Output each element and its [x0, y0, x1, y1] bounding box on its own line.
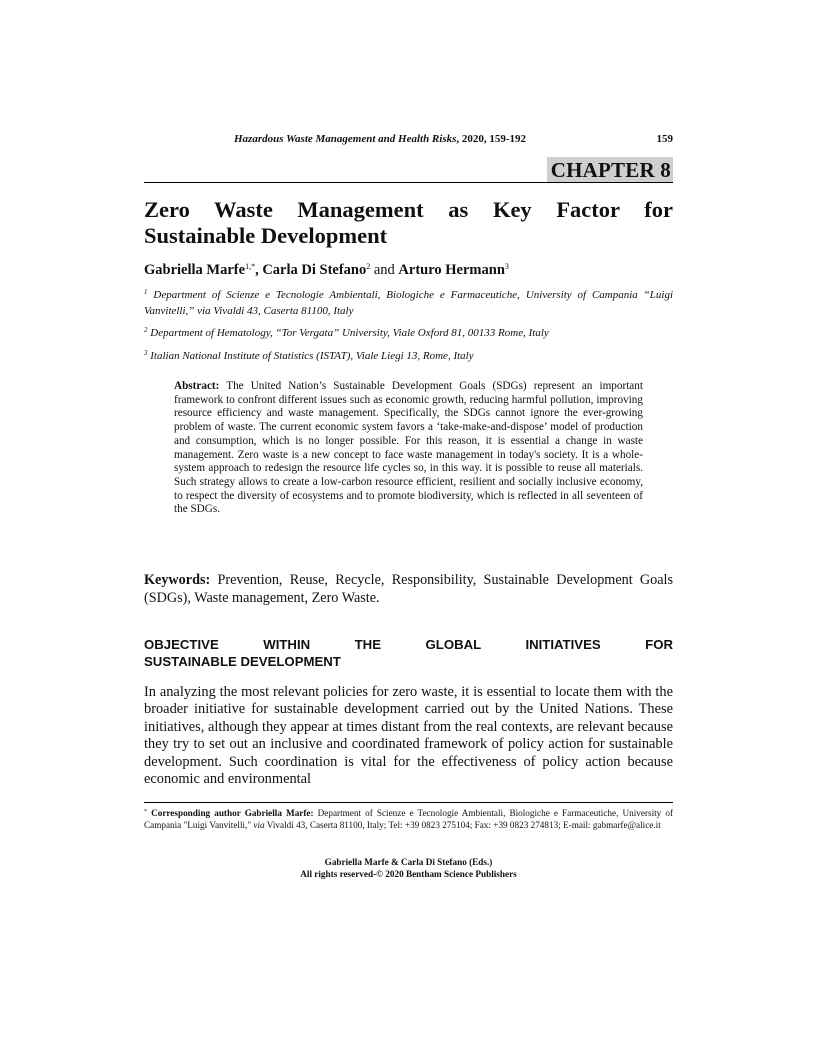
footnote-rule — [144, 802, 673, 803]
chapter-title-line-2: Sustainable Development — [144, 223, 388, 248]
affiliation-item — [144, 285, 673, 319]
author-affiliation-mark: 1,* — [245, 262, 256, 271]
running-header-citation — [234, 133, 526, 145]
section-heading — [144, 636, 673, 670]
footnote-label: Corresponding author Gabriella Marfe: — [151, 808, 314, 818]
header-rule — [144, 182, 673, 183]
keywords-text: Prevention, Reuse, Recycle, Responsibility, Sustainable Development Goals (SDGs), Waste management, Zero Waste. — [144, 572, 674, 606]
keywords — [144, 571, 673, 607]
author-separator: and — [370, 262, 399, 278]
footnote-text-end: Vivaldi 43, Caserta 81100, Italy; Tel: +39 0823 275104; Fax: +39 0823 274813; E-mail: gabmarfe@alice.it — [264, 820, 661, 831]
author-list — [144, 262, 509, 279]
author-affiliation-mark: 2 — [366, 262, 371, 271]
author-separator: , — [255, 262, 263, 278]
affiliation-text: Department of Hematology, “Tor Vergata” University, Viale Oxford 81, 00133 Rome, Italy — [150, 327, 549, 339]
affiliation-text: Italian National Institute of Statistics (ISTAT), Viale Liegi 13, Rome, Italy — [150, 349, 474, 362]
imprint-rights: All rights reserved-© 2020 Bentham Science Publishers — [300, 869, 517, 879]
affiliations — [144, 285, 673, 368]
footnote — [144, 806, 673, 831]
affiliation-item — [144, 323, 673, 342]
abstract-label: Abstract: — [174, 380, 220, 392]
affiliation-number: 2 — [144, 326, 148, 334]
citation-details: , 2020, 159-192 — [456, 133, 527, 145]
keywords-label: Keywords: — [144, 572, 211, 588]
chapter-title-line-1: Zero Waste Management as Key Factor for — [144, 197, 673, 222]
affiliation-number: 1 — [144, 288, 148, 296]
document-page — [144, 0, 673, 1056]
section-heading-line-2: SUSTAINABLE DEVELOPMENT — [144, 654, 341, 669]
footnote-mark: * — [144, 809, 147, 815]
page-number: 159 — [656, 133, 673, 145]
chapter-label: CHAPTER 8 — [547, 157, 673, 183]
footnote-text: Department of Scienze e Tecnologie Ambientali, Biologiche e Farmaceutiche, University of Campania "Luigi Vanvitelli," — [144, 808, 674, 831]
section-heading-line-1: OBJECTIVE WITHIN THE GLOBAL INITIATIVES FOR — [144, 637, 673, 652]
abstract — [174, 380, 643, 517]
affiliation-item — [144, 346, 673, 365]
author-affiliation-mark: 3 — [504, 262, 509, 271]
abstract-text: The United Nation’s Sustainable Development Goals (SDGs) represent an important framework to confront different issues such as economic growth, reducing harmful pollution, improving resource efficiency and waste management. Specifically, the SDGs cannot ignore the ever-growing problem of waste. The current economic system favors a ‘take-make-and-dispose’ model of production and consumption, which is no longer possible. For this reason, it is essential a change in waste management. Zero waste is a new concept to face waste management in today's society. It is a whole-system approach to redesign the resource life cycles so, in this way. it is possible to reuse all materials. Such strategy allows to create a low-carbon resource efficient, resilient and socially inclusive economy, to respect the diversity of ecosystems and to promote biodiversity, which is reflected in all seventeen of the SDGs. — [174, 380, 643, 516]
body-paragraph: In analyzing the most relevant policies for zero waste, it is essential to locate them with the broader initiative for sustainable development carried out by the United Nations. These initiatives, although they appear at times distant from the real contexts, are relevant because they try to set out an inclusive and coordinated framework of policy action for sustainable development. Such coordination is vital for the effectiveness of policy action because economic and environmental — [144, 684, 673, 788]
imprint-editors: Gabriella Marfe & Carla Di Stefano (Eds.) — [324, 857, 493, 867]
publisher-imprint — [144, 856, 673, 880]
chapter-title — [144, 197, 673, 249]
affiliation-number: 3 — [144, 348, 148, 357]
author-name: Gabriella Marfe — [144, 262, 246, 278]
author-name: Arturo Hermann — [398, 262, 505, 278]
affiliation-text: Department of Scienze e Tecnologie Ambientali, Biologiche e Farmaceutiche, University of Campania “Luigi Vanvitelli,” via Vivaldi 43, Caserta 81100, Italy — [144, 289, 674, 317]
author-name: Carla Di Stefano — [262, 262, 367, 278]
journal-title: Hazardous Waste Management and Health Risks — [234, 133, 457, 145]
footnote-italic: via — [253, 820, 265, 831]
